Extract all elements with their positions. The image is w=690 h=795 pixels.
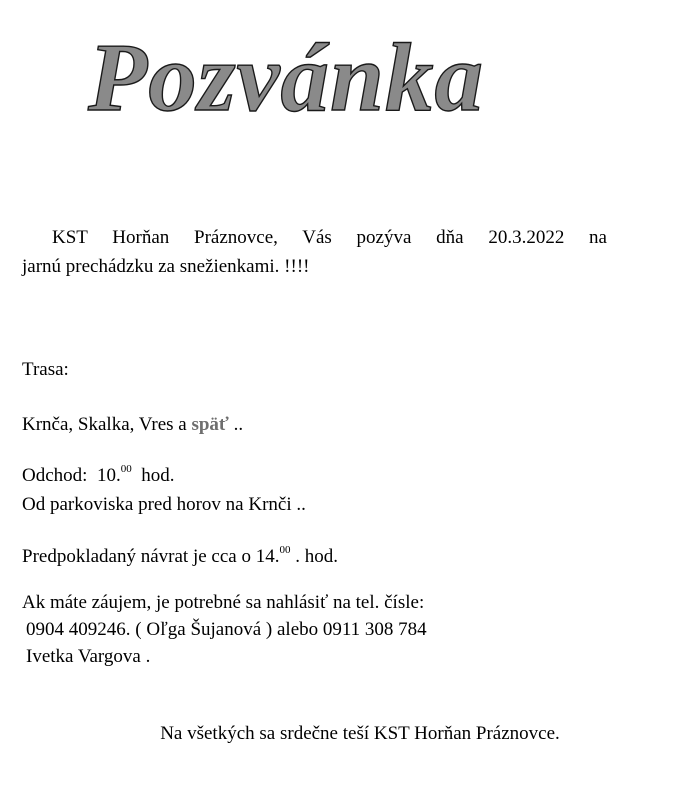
- return-minutes: 00: [279, 544, 291, 556]
- departure-hour: 10.: [96, 465, 121, 486]
- route-label: Trasa:: [22, 359, 69, 380]
- return-time: [22, 546, 338, 568]
- departure-label: Odchod:: [22, 465, 88, 486]
- invitation-title: Pozvánka: [88, 24, 484, 131]
- route-back: späť: [191, 414, 229, 435]
- intro-line-2: jarnú prechádzku za snežienkami. !!!!: [22, 256, 310, 277]
- departure-minutes: 00: [120, 463, 132, 475]
- contact-line-2: 0904 409246. ( Oľga Šujanová ) alebo 0911 308 784: [26, 619, 427, 640]
- contact-line-3: Ivetka Vargova .: [26, 646, 151, 667]
- contact-line-1: Ak máte záujem, je potrebné sa nahlásiť na tel. čísle:: [22, 592, 425, 613]
- route-text: [22, 414, 243, 436]
- return-text: Predpokladaný návrat je cca o 14.: [22, 546, 280, 567]
- route-places: Krnča, Skalka, Vres a: [22, 414, 187, 435]
- return-unit: . hod.: [295, 546, 338, 567]
- route-tail: ..: [233, 414, 244, 435]
- departure-unit: hod.: [141, 465, 175, 486]
- closing-line: Na všetkých sa srdečne teší KST Horňan Práznovce.: [160, 723, 560, 744]
- intro-line-1: KST Horňan Práznovce, Vás pozýva dňa 20.3.2022 na: [52, 227, 607, 248]
- departure-place: Od parkoviska pred horov na Krnči ..: [22, 494, 306, 515]
- departure-time: [22, 465, 174, 487]
